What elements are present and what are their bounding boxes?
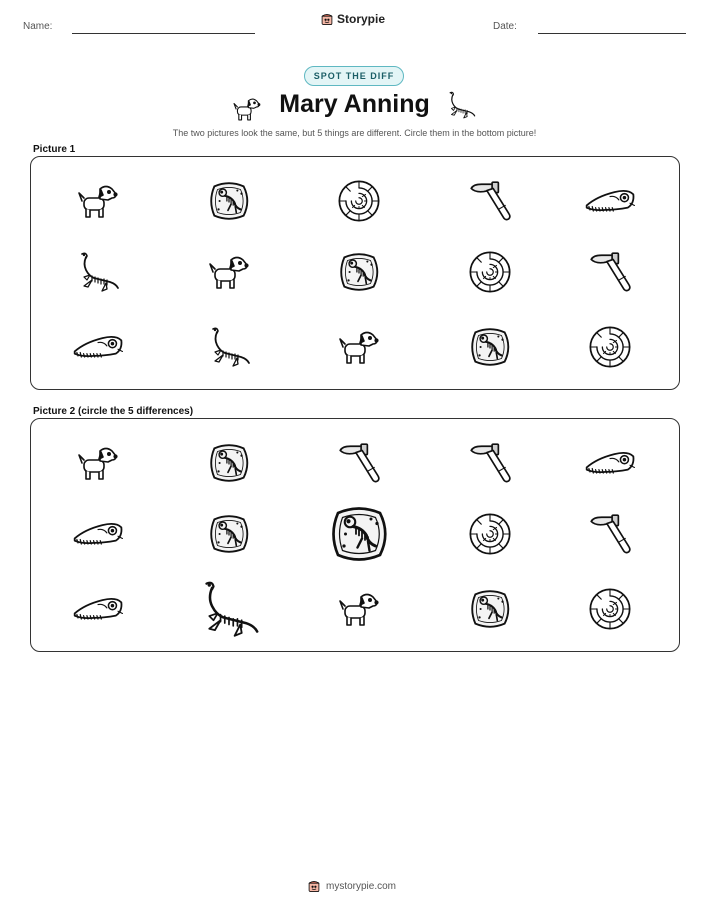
grid-item-1-2 [206,178,252,224]
grid-item-3-5[interactable] [586,585,634,633]
storypie-mascot-icon [320,12,334,26]
grid-item-2-3 [336,249,382,295]
grid-item-1-2[interactable] [206,440,252,486]
footer-site: mystorypie.com [326,880,397,892]
fossil-stone-icon [206,511,252,557]
grid-item-1-4[interactable] [467,440,513,486]
grid-item-3-2[interactable] [198,578,260,640]
ammonite-icon [586,585,634,633]
grid-item-3-5 [586,323,634,371]
picture-2-label: Picture 2 (circle the 5 differences) [33,406,194,417]
grid-item-2-3[interactable] [326,501,392,567]
grid-item-2-5 [587,249,633,295]
plesiosaur-icon [198,578,260,640]
footer [307,879,396,893]
hammer-icon [336,440,382,486]
grid-item-1-5[interactable] [583,443,637,483]
hammer-icon [467,440,513,486]
grid-item-1-1[interactable] [76,441,120,485]
brand-name: Storypie [337,12,386,26]
dog-icon [337,587,381,631]
dino-skull-icon [71,327,125,367]
plesiosaur-icon [207,325,251,369]
grid-item-1-5 [583,181,637,221]
name-label: Name: [23,21,53,32]
grid-item-1-3 [335,177,383,225]
plesiosaur-icon [446,90,476,120]
dog-icon [207,250,251,294]
hammer-icon [467,178,513,224]
plesiosaur-icon [76,250,120,294]
instructions: The two pictures look the same, but 5 things are different. Circle them in the bottom picture! [172,128,537,138]
fossil-stone-icon [206,178,252,224]
picture-2-panel[interactable] [30,418,680,652]
date-label: Date: [493,21,517,32]
dino-skull-icon [71,589,125,629]
fossil-stone-icon [467,324,513,370]
fossil-stone-icon [326,501,392,567]
picture-1-label: Picture 1 [33,144,76,155]
grid-item-3-3 [337,325,381,369]
hammer-icon [587,249,633,295]
ammonite-icon [466,510,514,558]
grid-item-3-3[interactable] [337,587,381,631]
storypie-mascot-icon [307,879,321,893]
grid-item-2-2 [207,250,251,294]
grid-item-2-2[interactable] [206,511,252,557]
ammonite-icon [335,177,383,225]
grid-item-1-1 [76,179,120,223]
grid-item-3-4[interactable] [467,586,513,632]
hammer-icon [587,511,633,557]
date-field-line[interactable] [538,33,686,34]
fossil-stone-icon [336,249,382,295]
ammonite-icon [586,323,634,371]
grid-item-2-1 [76,250,120,294]
page-title: Mary Anning [279,90,430,118]
dino-skull-icon [71,514,125,554]
grid-item-3-1 [71,327,125,367]
fossil-stone-icon [467,586,513,632]
dino-skull-icon [583,443,637,483]
fossil-stone-icon [206,440,252,486]
grid-item-1-4 [467,178,513,224]
grid-item-3-2 [207,325,251,369]
grid-item-3-1[interactable] [71,589,125,629]
name-field-line[interactable] [72,33,255,34]
ammonite-icon [466,248,514,296]
picture-1-panel [30,156,680,390]
grid-item-1-3[interactable] [336,440,382,486]
dino-skull-icon [583,181,637,221]
dog-icon [76,179,120,223]
activity-badge: SPOT THE DIFF [304,66,404,86]
dog-icon [337,325,381,369]
grid-item-2-1[interactable] [71,514,125,554]
grid-item-2-5[interactable] [587,511,633,557]
grid-item-2-4 [466,248,514,296]
grid-item-3-4 [467,324,513,370]
brand-logo [320,12,385,26]
dog-icon [76,441,120,485]
grid-item-2-4[interactable] [466,510,514,558]
